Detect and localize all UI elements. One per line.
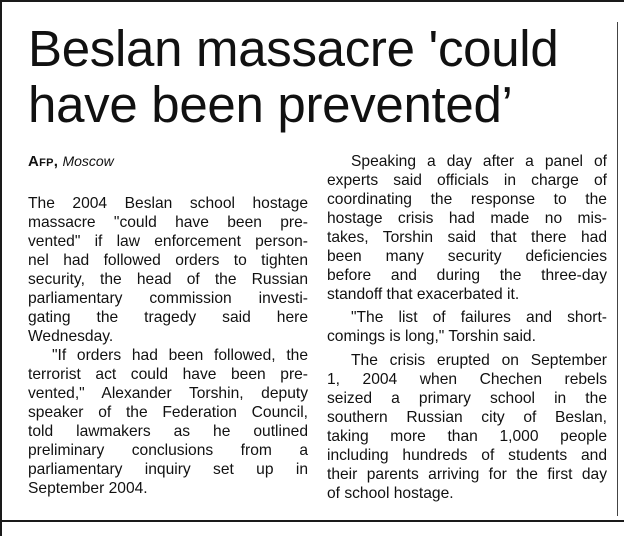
- body-line: their parents arriving for the first day: [327, 466, 607, 483]
- body-line: before and during the three-day: [327, 267, 607, 284]
- body-line: Wednesday.: [28, 328, 114, 345]
- body-line: takes, Torshin said that there had: [327, 229, 607, 246]
- body-line: Speaking a day after a panel of: [351, 153, 607, 170]
- byline-agency: Afp,: [28, 153, 59, 170]
- body-line: taking more than 1,000 people: [327, 428, 607, 445]
- body-line: been many security deficiencies: [327, 248, 607, 265]
- body-line: speaker of the Federation Council,: [28, 404, 308, 421]
- body-line: 1, 2004 when Chechen rebels: [327, 371, 607, 388]
- body-line: comings is long," Torshin said.: [327, 328, 536, 345]
- body-line: vented" if law enforcement person-: [28, 233, 308, 250]
- left-border-rule: [0, 0, 2, 536]
- byline: [28, 152, 114, 171]
- body-line: told lawmakers as he outlined: [28, 423, 308, 440]
- bottom-border-rule: [0, 520, 624, 522]
- body-line: seized a primary school in the: [327, 390, 607, 407]
- body-line: massacre "could have been pre-: [28, 214, 308, 231]
- body-line: southern Russian city of Beslan,: [327, 409, 607, 426]
- body-line: vented," Alexander Torshin, deputy: [28, 385, 308, 402]
- body-line: terrorist act could have been pre-: [28, 366, 308, 383]
- body-line: experts said officials in charge of: [327, 172, 607, 189]
- byline-location: Moscow: [62, 153, 114, 169]
- body-line: gating the tragedy said here: [28, 309, 308, 326]
- headline-line-1: Beslan massacre 'could: [28, 20, 559, 77]
- body-line: nel had followed orders to tighten: [28, 252, 308, 269]
- body-line: parliamentary commission investi-: [28, 290, 308, 307]
- body-line: of school hostage.: [327, 485, 454, 502]
- body-line: coordinating the response to the: [327, 191, 607, 208]
- body-line: "If orders had been followed, the: [52, 347, 308, 364]
- body-line: The crisis erupted on September: [351, 352, 607, 369]
- headline-line-2: have been prevented’: [28, 76, 513, 133]
- body-line: hostage crisis had made no mis-: [327, 210, 607, 227]
- body-line: September 2004.: [28, 480, 148, 497]
- body-line: including hundreds of students and: [327, 447, 607, 464]
- body-line: security, the head of the Russian: [28, 271, 308, 288]
- body-line: preliminary conclusions from a: [28, 442, 308, 459]
- body-line: parliamentary inquiry set up in: [28, 461, 308, 478]
- top-border-rule: [0, 0, 624, 2]
- body-line: standoff that exacerbated it.: [327, 286, 520, 303]
- body-line: The 2004 Beslan school hostage: [28, 195, 308, 212]
- body-line: "The list of failures and short-: [351, 309, 607, 326]
